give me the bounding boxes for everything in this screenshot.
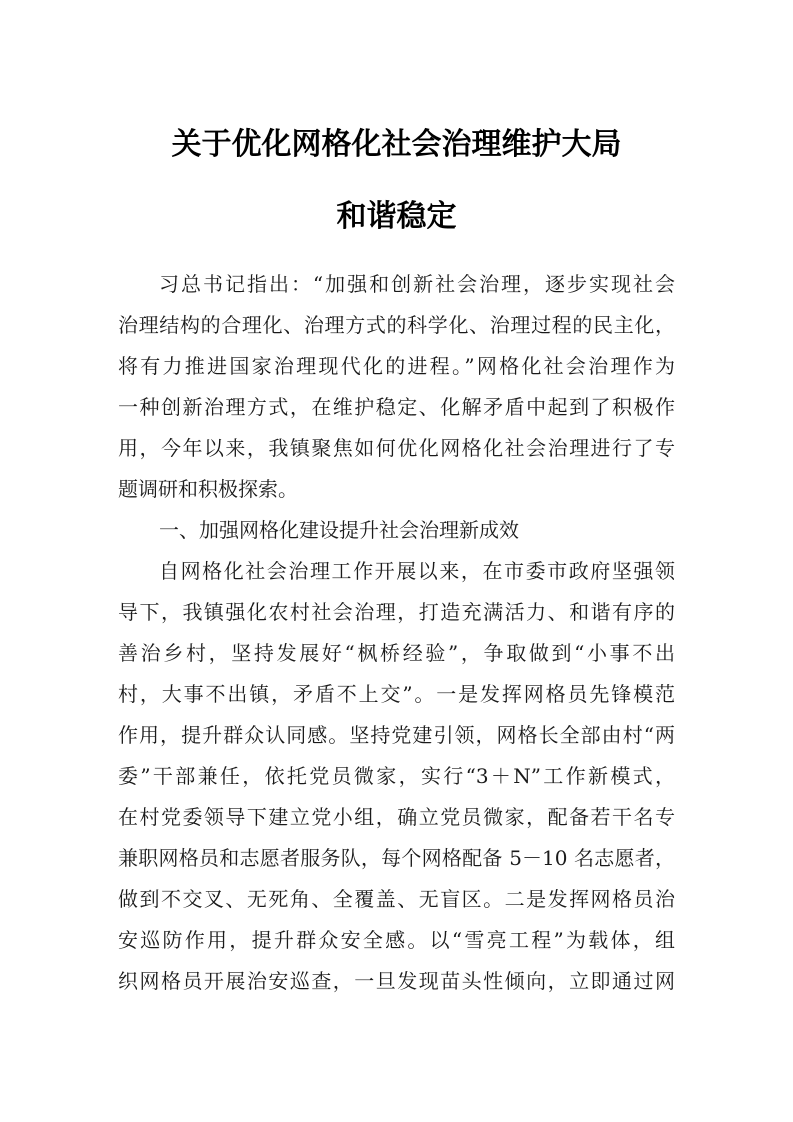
body-text-line: 用，今年以来，我镇聚焦如何优化网格化社会治理进行了专 xyxy=(118,436,675,460)
body-text-line: 兼职网格员和志愿者服务队，每个网格配备 5－10 名志愿者， xyxy=(118,846,675,870)
document-body xyxy=(118,264,675,1002)
body-text-line: 导下，我镇强化农村社会治理，打造充满活力、和谐有序的 xyxy=(118,600,675,624)
body-text-line: 在村党委领导下建立党小组，确立党员微家，配备若干名专 xyxy=(118,805,675,829)
body-text-line: 习总书记指出：“加强和创新社会治理，逐步实现社会 xyxy=(159,272,675,296)
body-text-line: 做到不交叉、无死角、全覆盖、无盲区。二是发挥网格员治 xyxy=(118,887,675,911)
body-text-line: 委”干部兼任，依托党员微家，实行“3＋N”工作新模式， xyxy=(118,764,675,788)
body-text-line: 善治乡村，坚持发展好“枫桥经验”，争取做到“小事不出 xyxy=(118,641,675,665)
body-text-line: 安巡防作用，提升群众安全感。以“雪亮工程”为载体，组 xyxy=(118,928,675,952)
body-text-line: 作用，提升群众认同感。坚持党建引领，网格长全部由村“两 xyxy=(118,723,675,747)
document-title-line-2: 和谐稳定 xyxy=(336,199,457,234)
body-text-line: 自网格化社会治理工作开展以来，在市委市政府坚强领 xyxy=(159,559,675,583)
body-text-line: 村，大事不出镇，矛盾不上交”。一是发挥网格员先锋模范 xyxy=(118,682,675,706)
document-title-line-1: 关于优化网格化社会治理维护大局 xyxy=(171,127,622,162)
body-text-line: 织网格员开展治安巡查，一旦发现苗头性倾向，立即通过网 xyxy=(118,969,675,993)
body-text-line: 一种创新治理方式，在维护稳定、化解矛盾中起到了积极作 xyxy=(118,395,675,419)
body-text-line: 将有力推进国家治理现代化的进程。”网格化社会治理作为 xyxy=(118,354,675,378)
body-text-line: 题调研和积极探索。 xyxy=(118,477,298,501)
body-text-line: 一、加强网格化建设提升社会治理新成效 xyxy=(159,518,519,542)
body-text-line: 治理结构的合理化、治理方式的科学化、治理过程的民主化， xyxy=(118,313,675,337)
